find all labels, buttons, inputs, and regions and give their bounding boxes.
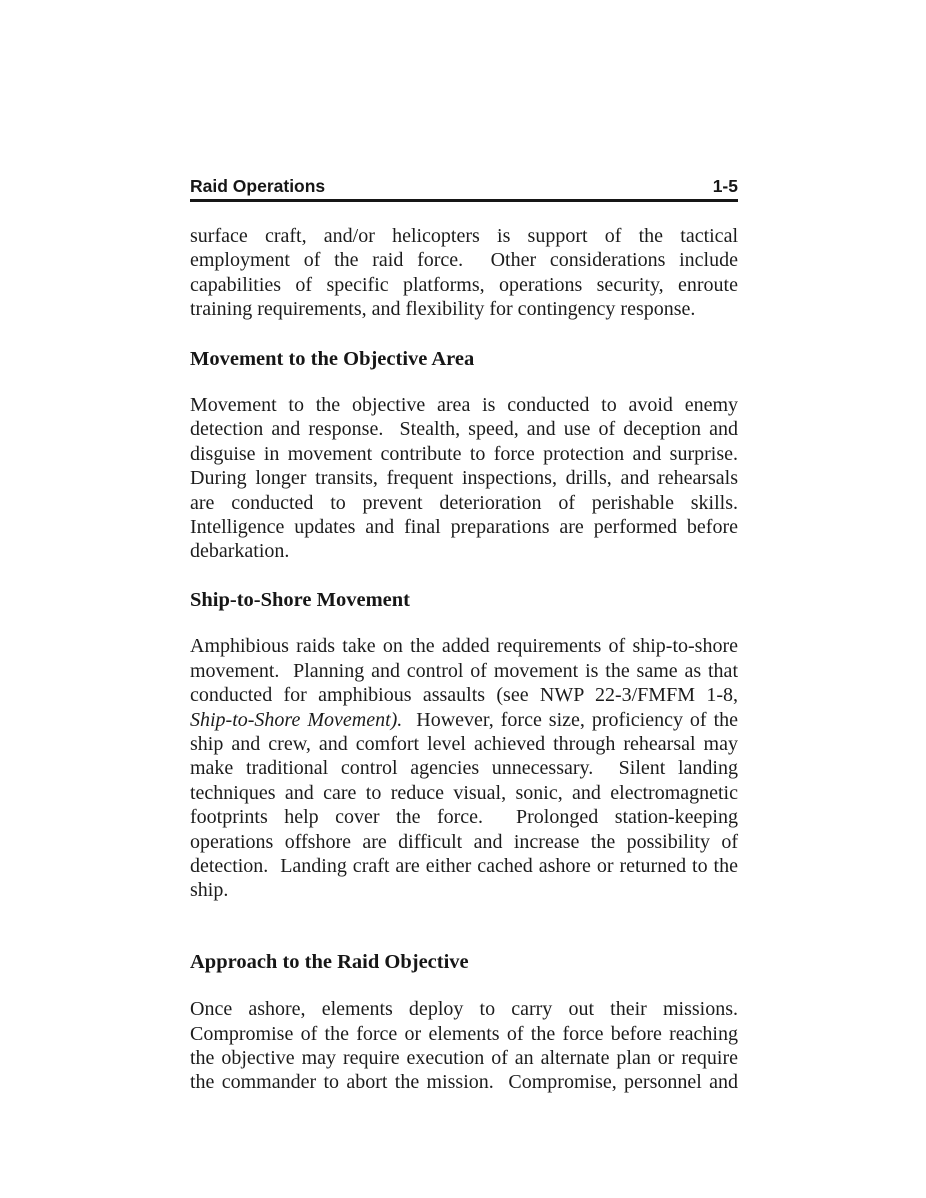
paragraph-ship-to-shore-movement	[190, 634, 743, 902]
page-header	[190, 176, 738, 202]
publication-title-italic: Ship-to-Shore Movement).	[190, 708, 403, 731]
paragraph-ship-after-italic: However, force size, proficiency of the ship and crew, and comfort level achieved through rehearsal may make traditional control agencies unnecessary. Silent landing techniques and care to reduce visual, sonic, and electromagnetic footprints help cover the force. Prolonged station-keeping operations offshore are difficult and increase the possibility of detection. Landing craft are either cached ashore or returned to the ship.	[190, 708, 743, 902]
header-page-number: 1-5	[712, 176, 738, 196]
paragraph-approach-to-raid-objective: Once ashore, elements deploy to carry out their missions. Compromise of the force or elements of the force before reaching the objective may require execution of an alternate plan or require the commander to abort the mission. Compromise, personnel and	[190, 998, 748, 1094]
text-column	[190, 176, 748, 1095]
heading-movement-to-objective-area: Movement to the Objective Area	[190, 347, 475, 370]
paragraph-movement-to-objective-area: Movement to the objective area is conducted to avoid enemy detection and response. Stealth, speed, and use of deception and disguise in movement contribute to force protection and surprise. During longer transits, frequent inspections, drills, and rehearsals are conducted to prevent deterioration of perishable skills. Intelligence updates and final preparations are performed before debarkation.	[190, 394, 748, 563]
heading-ship-to-shore-movement: Ship-to-Shore Movement	[190, 588, 410, 611]
paragraph-intro: surface craft, and/or helicopters is support of the tactical employment of the raid force. Other considerations include capabilities of specific platforms, operations security, enroute training requirements, and flexibility for contingency response.	[190, 225, 743, 321]
header-title: Raid Operations	[190, 176, 326, 196]
paragraph-ship-before-italic: Amphibious raids take on the added requirements of ship-to-shore movement. Planning and control of movement is the same as that conducted for amphibious assaults (see NWP 22-3/FMFM 1-8,	[190, 635, 743, 707]
heading-approach-to-raid-objective: Approach to the Raid Objective	[190, 950, 469, 973]
